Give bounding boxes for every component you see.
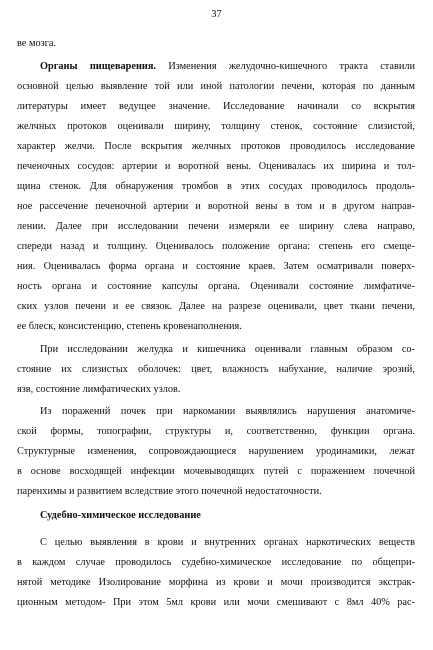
section-heading-forensic-chemistry: Судебно-химическое исследование <box>40 510 201 521</box>
text-line: лении. Далее при исследовании печени измеряли ее ширину слева направо, <box>17 221 415 232</box>
text-line: ное рассечение печеночной артерии и воротной вены в том и в другом направ- <box>17 201 415 212</box>
text-line: характер желчи. После вскрытия желчных протоков проводилось исследование <box>17 141 415 152</box>
text-line: ния. Оценивалась форма органа и состояние краев. Затем осматривали поверх- <box>17 261 415 272</box>
text-line: стояние их слизистых оболочек: цвет, влажность набухание, наличие эрозий, <box>17 364 415 375</box>
text-line: печеночных сосудов: артерии и воротной вены. Оценивалась их ширина и тол- <box>17 161 415 172</box>
text-line: язв, состояние лимфатических узлов. <box>17 384 181 395</box>
page-number: 37 <box>211 9 222 20</box>
text-line: ских узлов печени и ее связок. Далее на разрезе оценивали, цвет ткани печени, <box>17 301 415 312</box>
paragraph-lead-line <box>40 60 415 73</box>
text-line: основной целью выявление той или иной патологии печени, которая по данным <box>17 81 415 92</box>
text-line: При исследовании желудка и кишечника оценивали главным образом со- <box>40 344 415 355</box>
text-line: литературы имеет ведущее значение. Исследование начинали со вскрытия <box>17 101 415 112</box>
text-line: спереди назад и толщину. Оценивалось положение органа: степень его смеще- <box>17 241 415 252</box>
text-line: щина стенок. Для обнаружения тромбов в этих сосудах проводилось продоль- <box>17 181 415 192</box>
text-line: ее блеск, консистенцию, степень кровенаполнения. <box>17 321 242 332</box>
text-line: ность органа и состояние капсулы органа. Оценивали состояние лимфатиче- <box>17 281 415 292</box>
text-line: желчных протоков оценивали ширину, толщину стенок, состояние слизистой, <box>17 121 415 132</box>
text-line: паренхимы и развитием вследствие этого почечной недостаточности. <box>17 486 322 497</box>
text-line: Из поражений почек при наркомании выявлялись нарушения анатомиче- <box>40 406 415 417</box>
text-line: Изменения желудочно-кишечного тракта ставили <box>168 61 415 72</box>
text-line: в основе восходящей инфекции мочевыводящих путей с поражением почечной <box>17 466 415 477</box>
text-line: ве мозга. <box>17 38 57 49</box>
text-line: в каждом случае проводилось судебно-химическое исследование по общепри- <box>17 557 415 568</box>
text-line: Структурные изменения, сопровождающиеся нарушением уродинамики, лежат <box>17 446 415 457</box>
text-line: С целью выявления в крови и внутренних органах наркотических веществ <box>40 537 415 548</box>
section-heading-digestive: Органы пищеварения. <box>40 61 156 72</box>
text-line: нятой методике Изолирование морфина из крови и мочи производится экстрак- <box>17 577 415 588</box>
text-line: ционным методом- При этом 5мл крови или мочи смешивают с 8мл 40% рас- <box>17 597 415 608</box>
text-line: ской формы, топографии, структуры и, соответственно, функции органа. <box>17 426 415 437</box>
